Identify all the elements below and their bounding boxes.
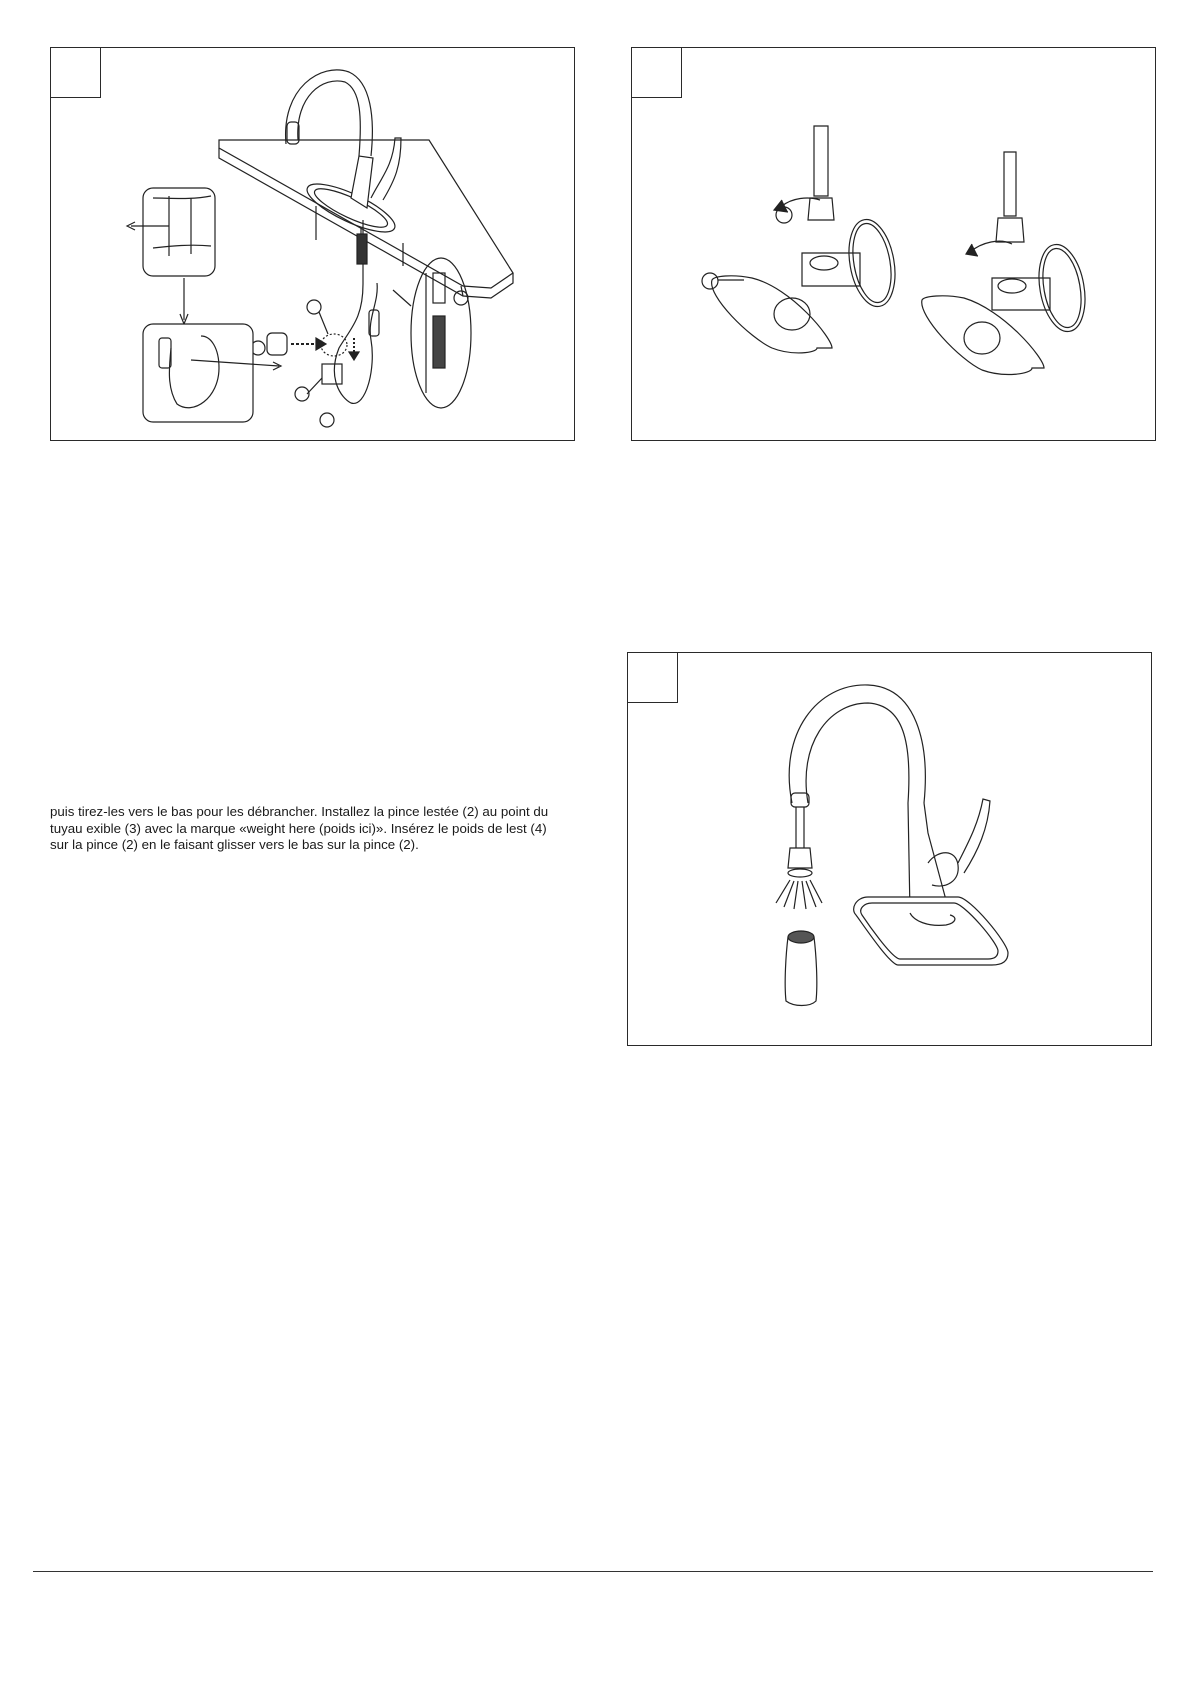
faucet-deck-plate-diagram xyxy=(51,48,576,442)
instruction-line: tuyau exible (3) avec la marque «weight here (poids ici)». Insérez le poids de lest (4) xyxy=(50,820,547,836)
shutoff-valve-diagram xyxy=(632,48,1157,442)
instruction-line: puis tirez-les vers le bas pour les débrancher. Installez la pince lestée (2) au point du xyxy=(50,804,549,819)
diagram-panel-faucet-sprayer xyxy=(627,652,1152,1046)
footer-divider xyxy=(33,1571,1153,1572)
faucet-sprayer-diagram xyxy=(628,653,1153,1047)
instruction-line: sur la pince (2) en le faisant glisser vers le bas sur la pince (2). xyxy=(50,837,419,852)
diagram-panel-hose-weight xyxy=(50,47,575,441)
diagram-panel-shutoff-valves xyxy=(631,47,1156,441)
instruction-paragraph xyxy=(50,804,574,854)
